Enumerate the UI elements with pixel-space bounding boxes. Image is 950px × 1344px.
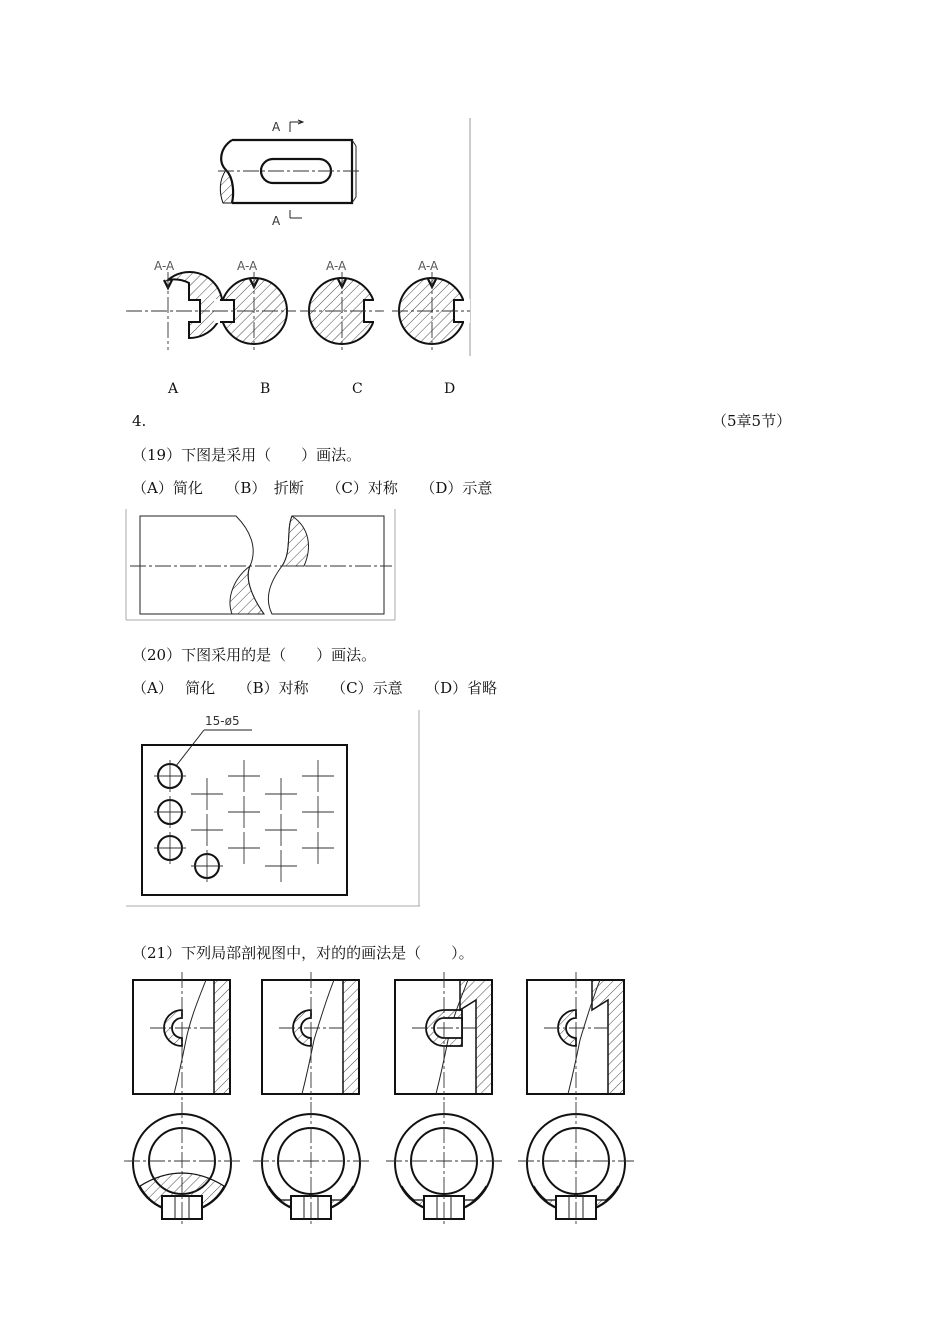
- section-number: 4.: [132, 412, 147, 430]
- q20-question: （20）下图采用的是（ ）画法。: [132, 646, 377, 664]
- local-section-option-4: [518, 972, 634, 1224]
- view-label-c: A-A: [326, 259, 347, 273]
- q19-question: （19）下图是采用（ ）画法。: [132, 446, 362, 464]
- option-label-c[interactable]: C: [352, 381, 363, 397]
- view-label-d: A-A: [418, 259, 439, 273]
- hole-annotation: 15-ø5: [205, 714, 240, 728]
- view-label-b: A-A: [237, 259, 258, 273]
- option-label-a[interactable]: A: [168, 381, 179, 397]
- section-label-top: A: [272, 120, 281, 134]
- q20-options[interactable]: （A） 简化 （B）对称 （C）示意 （D）省略: [132, 679, 498, 697]
- q19-options[interactable]: （A）简化 （B） 折断 （C）对称 （D）示意: [132, 479, 493, 497]
- view-label-a: A-A: [154, 259, 175, 273]
- local-section-option-1: [124, 972, 240, 1224]
- section-reference: （5章5节）: [712, 412, 792, 430]
- option-label-b[interactable]: B: [260, 381, 271, 397]
- q21-question: （21）下列局部剖视图中，对的的画法是（ ）。: [132, 944, 474, 962]
- local-section-option-2: [253, 972, 369, 1224]
- local-section-option-3: [386, 972, 502, 1224]
- option-label-d[interactable]: D: [444, 381, 456, 397]
- section-label-bottom: A: [272, 214, 281, 228]
